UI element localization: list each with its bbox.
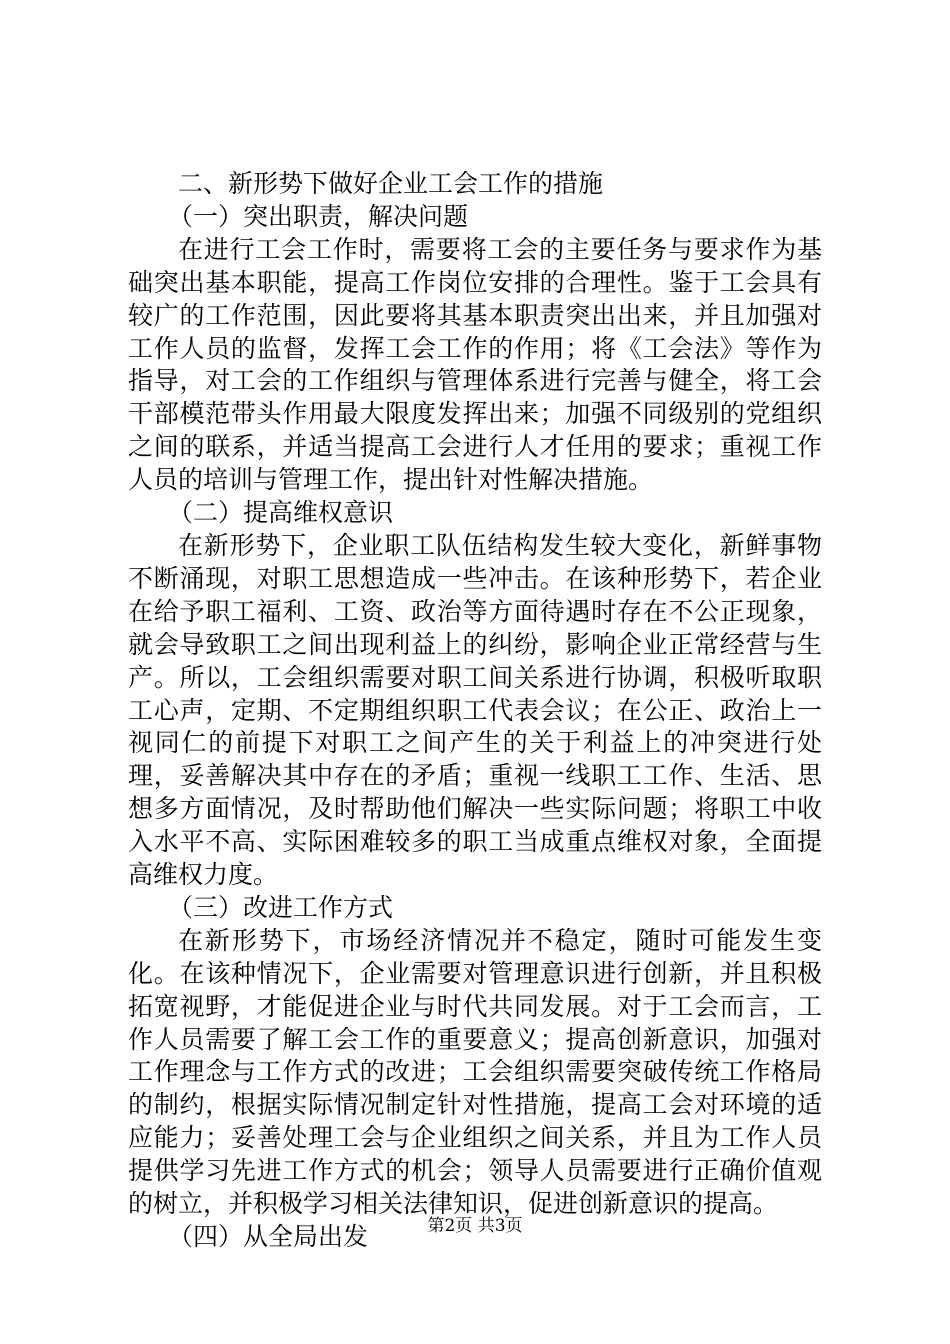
paragraph-3: 在新形势下，市场经济情况并不稳定，随时可能发生变化。在该种情况下，企业需要对管理意识进行创新，并且积极拓宽视野，才能促进企业与时代共同发展。对于工会而言，工作人员需要了解工会工作的重要意义；提高创新意识，加强对工作理念与工作方式的改进；工会组织需要突破传统工作格局的制约，根据实际情况制定针对性措施，提高工会对环境的适应能力；妥善处理工会与企业组织之间关系，并且为工作人员提供学习先进工作方式的机会；领导人员需要进行正确价值观的树立，并积极学习相关法律知识，促进创新意识的提高。 [128,925,822,1219]
paragraph-2: 在新形势下，企业职工队伍结构发生较大变化，新鲜事物不断涌现，对职工思想造成一些冲击。在该种形势下，若企业在给予职工福利、工资、政治等方面待遇时存在不公正现象，就会导致职工之间出现利益上的纠纷，影响企业正常经营与生产。所以，工会组织需要对职工间关系进行协调，积极听取职工心声，定期、不定期组织职工代表会议；在公正、政治上一视同仁的前提下对职工之间产生的关于利益上的冲突进行处理，妥善解决其中存在的矛盾；重视一线职工工作、生活、思想多方面情况，及时帮助他们解决一些实际问题；将职工中收入水平不高、实际困难较多的职工当成重点维权对象，全面提高维权力度。 [128,530,822,890]
section-title: 二、新形势下做好企业工会工作的措施 [178,169,604,198]
paragraph-1: 在进行工会工作时，需要将工会的主要任务与要求作为基础突出基本职能，提高工作岗位安排的合理性。鉴于工会具有较广的工作范围，因此要将其基本职责突出出来，并且加强对工作人员的监督，发挥工会工作的作用；将《工会法》等作为指导，对工会的工作组织与管理体系进行完善与健全，将工会干部模范带头作用最大限度发挥出来；加强不同级别的党组织之间的联系，并适当提高工会进行人才任用的要求；重视工作人员的培训与管理工作，提出针对性解决措施。 [128,234,822,495]
subsection-heading-4: （四）从全局出发 [168,1222,369,1251]
page-footer: 第2页 共3页 [427,1216,523,1236]
document-body [128,168,822,1254]
subsection-heading-1: （一）突出职责，解决问题 [168,201,469,231]
subsection-heading-2: （二）提高维权意识 [168,498,394,528]
subsection-heading-3: （三）改进工作方式 [168,892,394,922]
